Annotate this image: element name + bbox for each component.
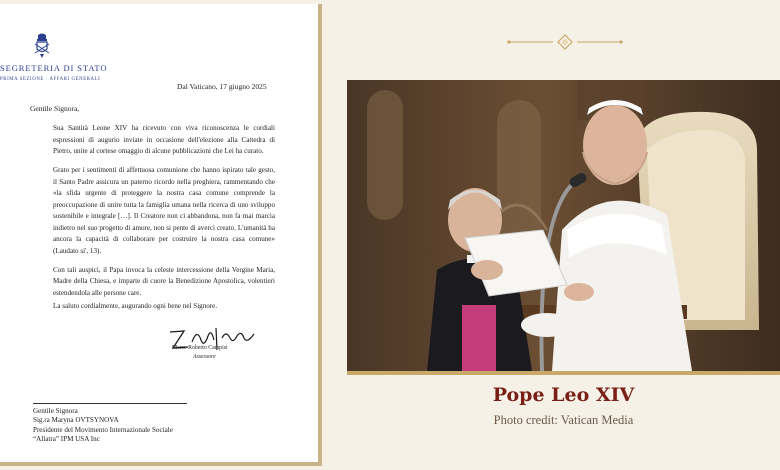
signer-role: Assessore [193,354,216,360]
papal-crest-icon [33,32,51,60]
pope-photo [347,80,780,371]
caption-title: Pope Leo XIV [492,384,635,406]
letter-paragraph: Con tali auspici, il Papa invoca la celeste intercessione della Vergine Maria, Madre della Chiesa, e imparte di cuore la Benedizione Apostolica, volentieri estendendola alle persone care. [53,265,275,297]
photo-credit: Photo credit: Vatican Media [493,413,634,427]
recipient-line: Presidente del Movimento Internazionale Sociale [33,425,173,434]
photo-underline [347,371,780,375]
recipient-line: Gentile Signora [33,407,78,415]
signer-name: Mons. Roberto Campisi [172,345,228,351]
letter-closing: La saluto cordialmente, augurando ogni bene nel Signore. [53,302,218,310]
recipient-block [33,407,173,445]
recipient-divider [33,403,187,404]
photo-illustration [347,80,780,371]
letter-paragraph: Grato per i sentimenti di affettuosa comunione che hanno ispirato tale gesto, il Santo Padre assicura un paterno ricordo nella preghiera, rammentando che «la sfida urgente di proteggere la nostra casa comune comprende la preoccupazione di unire tutta la famiglia umana nella ricerca di uno sviluppo sostenibile e integrale […]. Il Creatore non ci abbandona, non fa mai marcia indietro nel suo progetto di amore, non si pente di averci creato. L'umanità ha ancora la capacità di collaborare per costruire la nostra casa comune» (Laudato si', 13). [53,166,275,255]
recipient-line: Sig.ra Maryna OVTSYNOVA [33,416,119,425]
letter-body [53,123,275,307]
letter-date: Dal Vaticano, 17 giugno 2025 [177,82,267,91]
letter-paragraph: Sua Santità Leone XIV ha ricevuto con viva riconoscenza le cordiali espressioni di augurio inviate in occasione dell'elezione alla Cattedra di Pietro, unite al cortese omaggio di alcune pubblicazioni che Lei ha curato. [53,124,275,155]
letter-salutation: Gentile Signora, [30,104,80,113]
decorative-divider-icon [507,34,623,50]
letterhead-title: SEGRETERIA DI STATO [0,63,108,73]
letter-document [0,4,318,462]
recipient-line: “Allatra” IPM USA Inc [33,435,100,444]
letterhead-subtitle: PRIMA SEZIONE · AFFARI GENERALI [0,77,101,82]
